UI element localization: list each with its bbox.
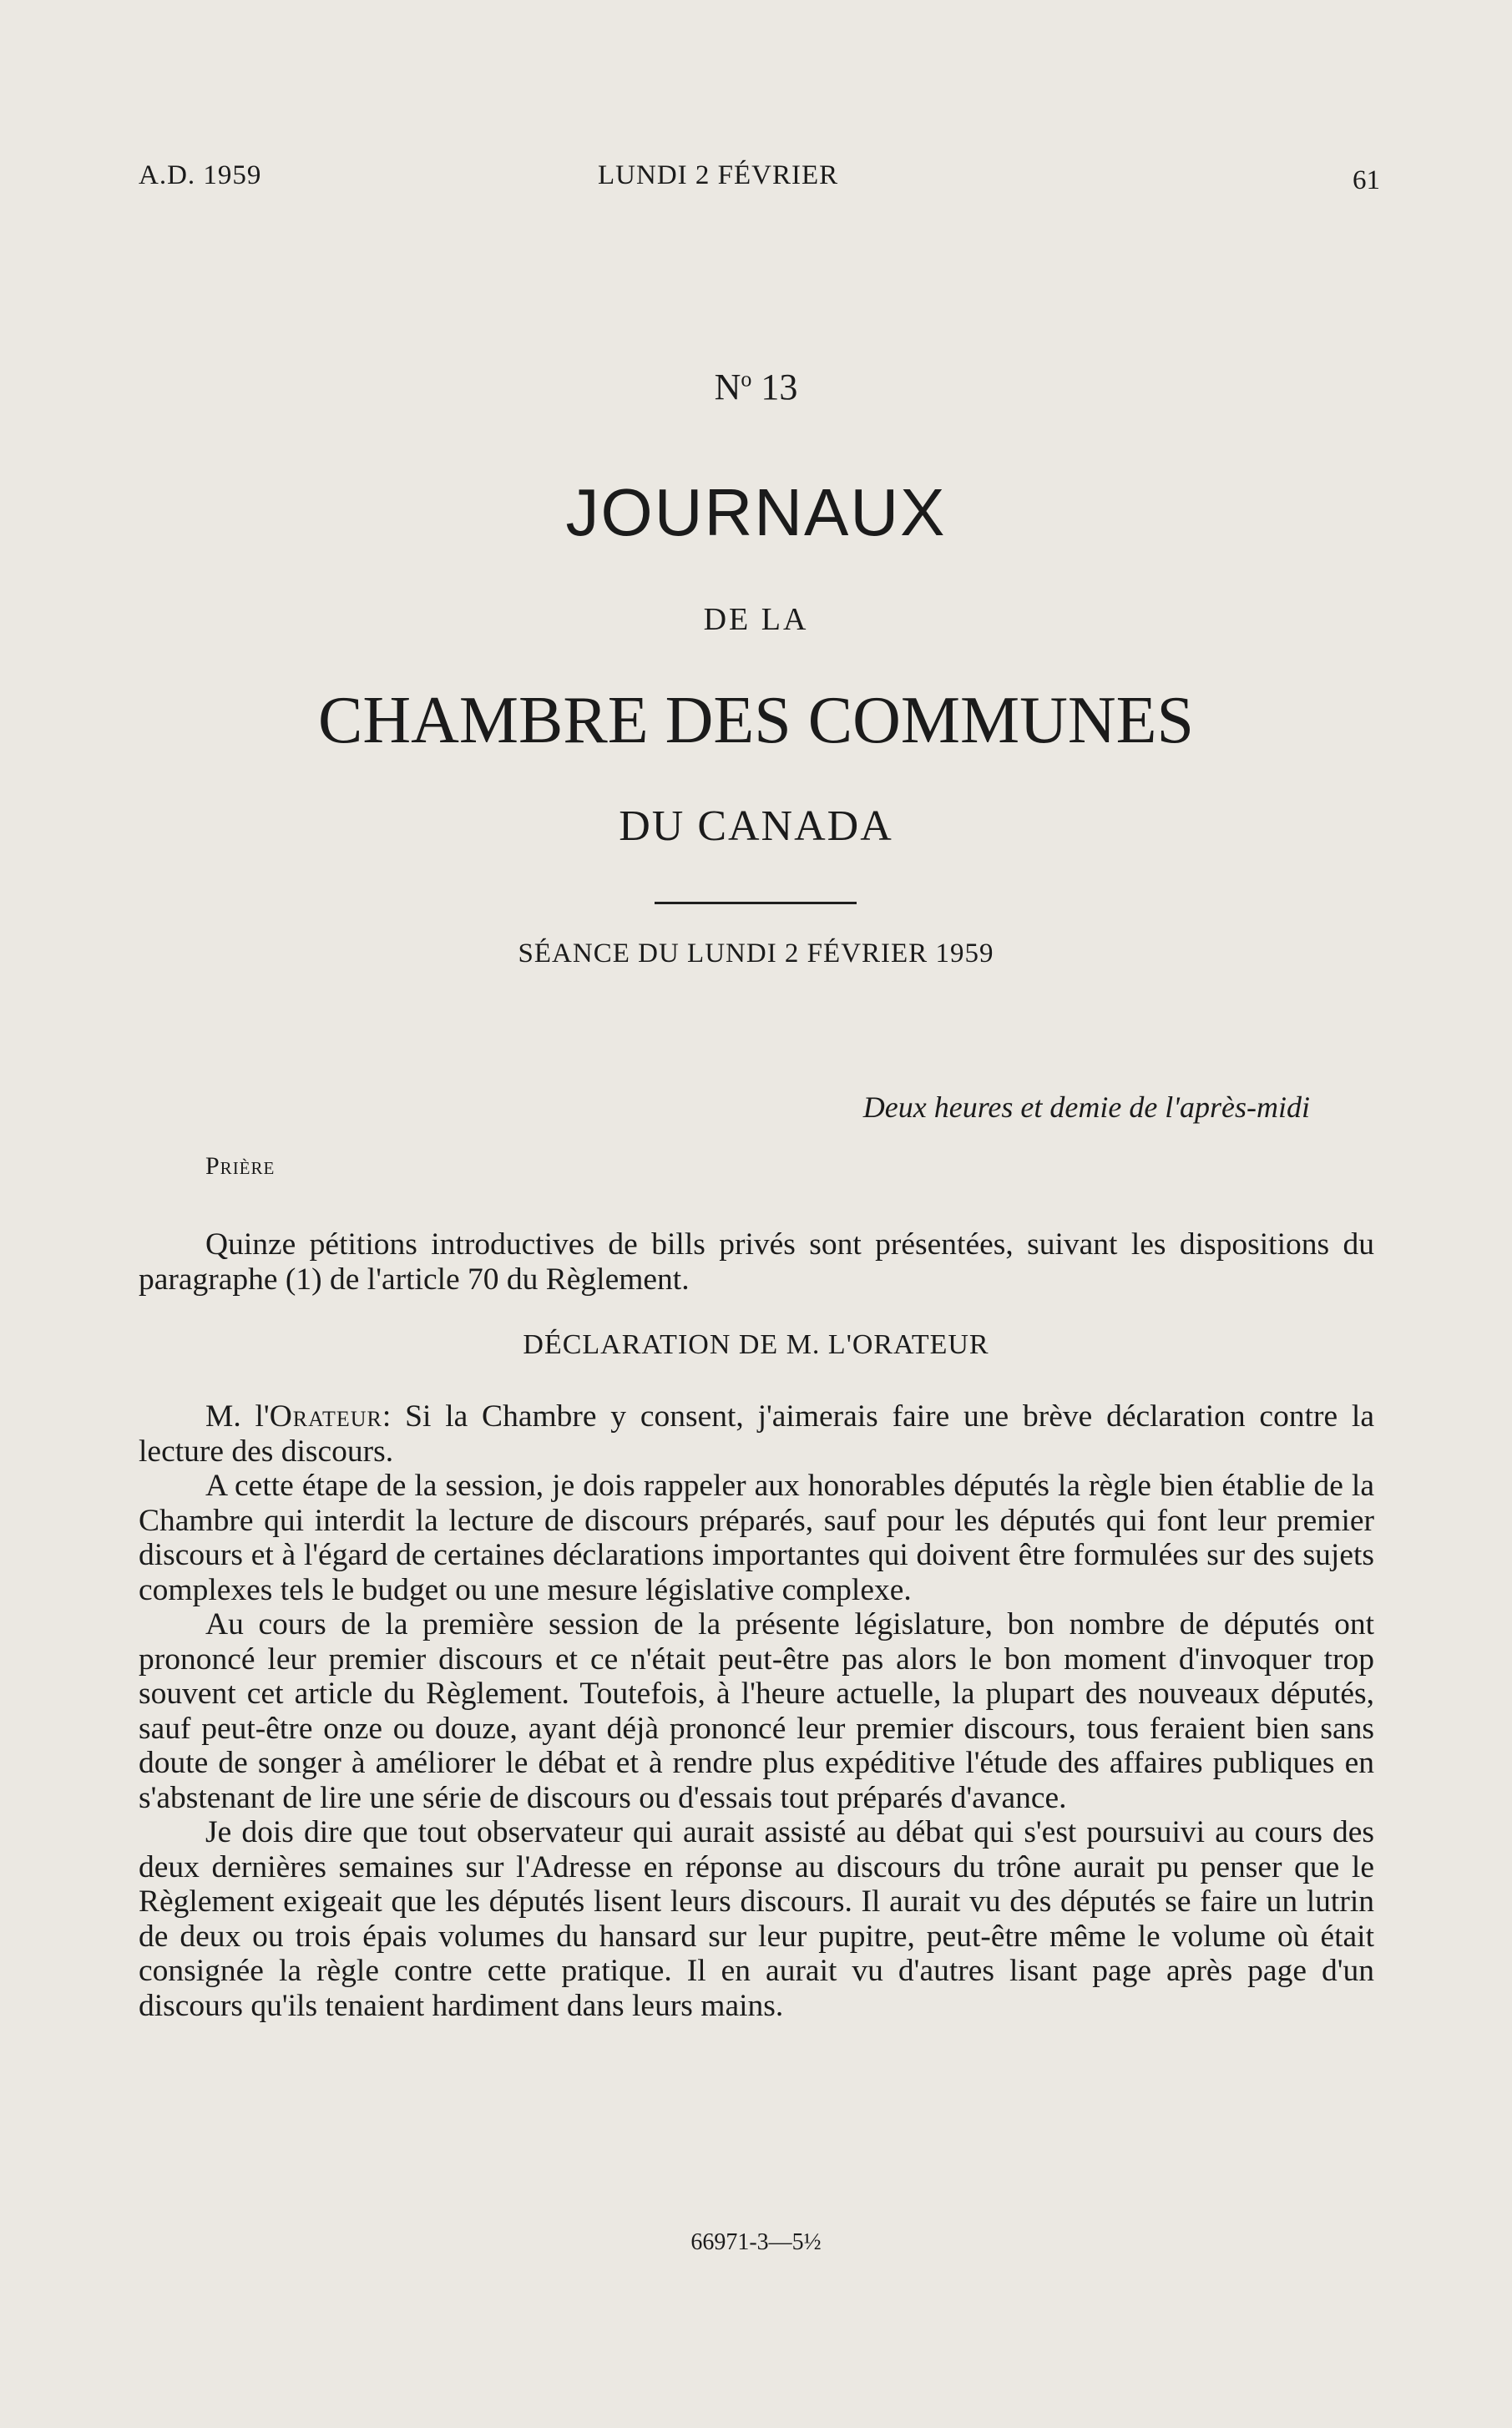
declaration-paragraph: Au cours de la première session de la présente législature, bon nombre de députés ont prononcé leur premier discours et ce n'était peut-être pas alors le bon moment d'invoquer trop souvent cet article du Règlement. Toutefois, à l'heure actuelle, la plupart des nouveaux députés, sauf peut-être onze ou douze, ayant déjà prononcé leur premier discours, tous feraient bien sans doute de songer à améliorer le débat et à rendre plus expéditive l'étude des affaires publiques en s'abstenant de lire une série de discours ou d'essais tout préparés d'avance. [139,1607,1374,1815]
title-de-la: DE LA [703,602,809,637]
number-sup: o [741,367,752,392]
declaration-paragraph: A cette étape de la session, je dois rappeler aux honorables députés la règle bien établie de la Chambre qui interdit la lecture de discours préparés, sauf pour les députés qui font leur premier discours et à l'égard de certaines déclarations importantes qui doivent être formulées sur des sujets complexes tels le budget ou une mesure législative complexe. [139,1469,1374,1607]
header-date: LUNDI 2 FÉVRIER [598,160,839,190]
petitions-text: Quinze pétitions introductives de bills privés sont présentées, suivant les dispositions du paragraphe (1) de l'article 70 du Règlement. [139,1227,1374,1297]
opening-text: : Si la Chambre y consent, j'aimerais faire une brève déclaration contre la lecture des discours. [139,1399,1374,1469]
declaration-body [139,1399,1374,2023]
seance-line: SÉANCE DU LUNDI 2 FÉVRIER 1959 [518,938,994,969]
declaration-paragraph: Je dois dire que tout observateur qui aurait assisté au débat qui s'est poursuivi au cours des deux dernières semaines sur l'Adresse en réponse au discours du trône aurait pu penser que le Règlement exigeait que les députés lisent leurs discours. Il aurait vu des députés se faire un lutrin de deux ou trois épais volumes du hansard sur leur pupitre, peut-être même le volume où était consignée la règle contre cette pratique. Il en aurait vu d'autres lisant page après page d'un discours qu'ils tenaient hardiment dans leurs mains. [139,1815,1374,2023]
number-value: 13 [761,367,798,407]
page-number: 61 [1353,165,1380,195]
speaker-name: Orateur [269,1399,382,1434]
seance-time: Deux heures et demie de l'après-midi [862,1090,1310,1124]
journal-number [0,366,1512,408]
speaker-prefix: M. l' [205,1399,270,1434]
declaration-heading: DÉCLARATION DE M. L'ORATEUR [523,1329,989,1360]
footer-code: 66971-3—5½ [690,2229,822,2255]
header-year: A.D. 1959 [139,160,262,190]
priere-heading: Prière [205,1152,276,1180]
number-prefix: N [714,367,741,407]
title-chambre: CHAMBRE DES COMMUNES [317,684,1195,757]
declaration-opening [139,1399,1374,1469]
title-journaux: JOURNAUX [565,475,947,549]
title-canada: DU CANADA [619,802,893,850]
title-divider [655,902,857,904]
petitions-paragraph [139,1227,1374,1297]
